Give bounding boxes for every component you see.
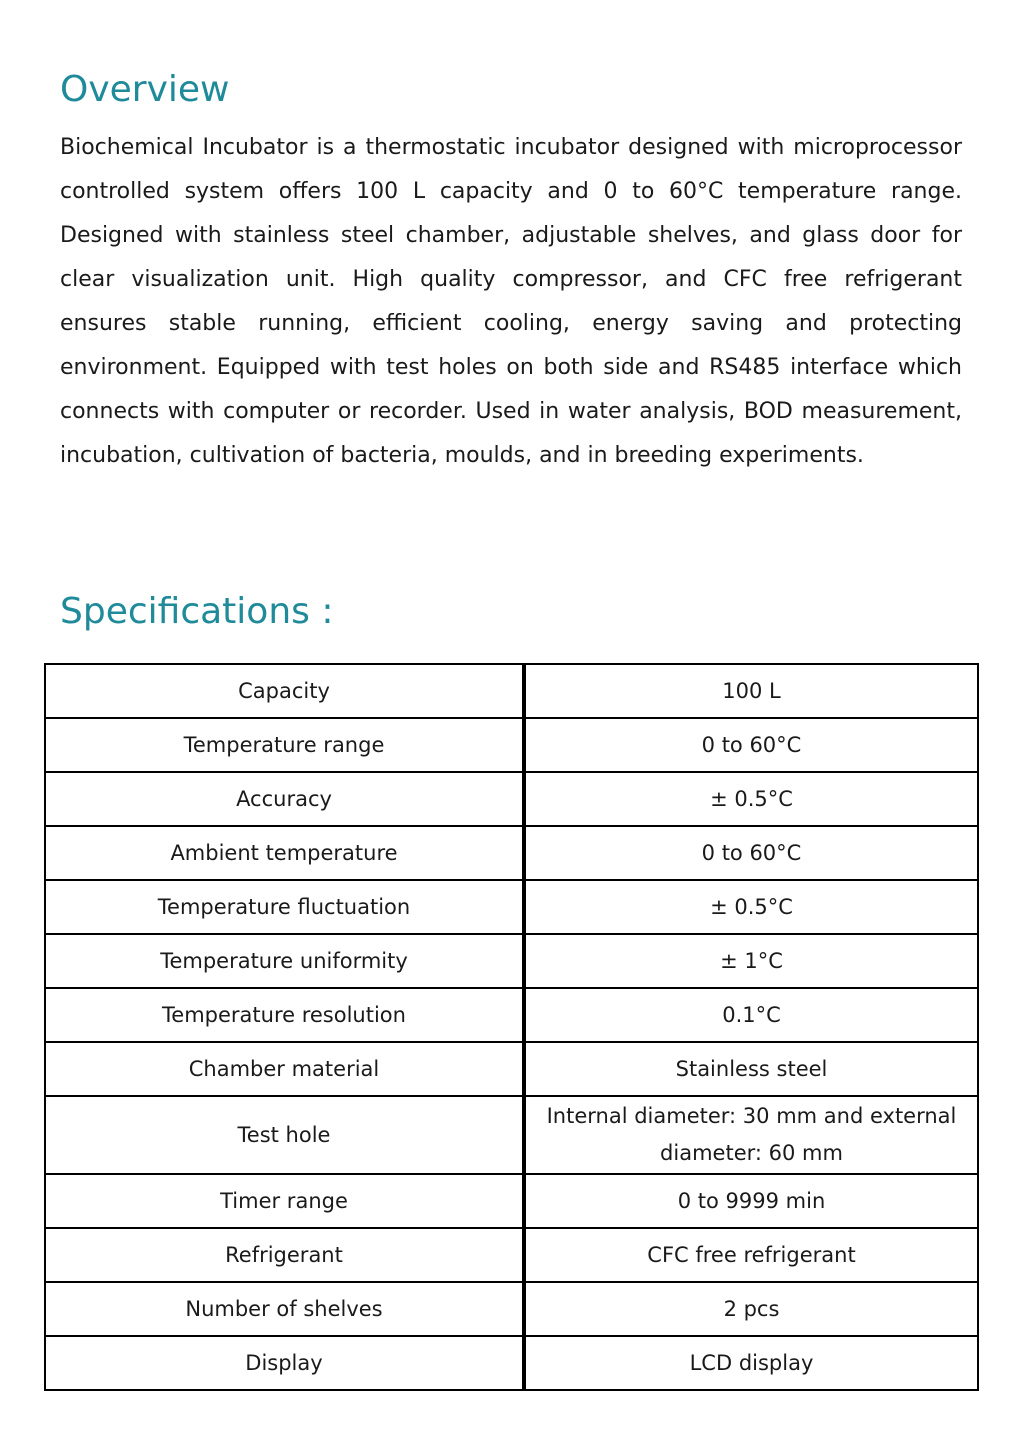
spec-value: ± 0.5°C	[524, 772, 978, 826]
spec-value: Stainless steel	[524, 1042, 978, 1096]
spec-label: Ambient temperature	[45, 826, 524, 880]
table-row	[45, 1042, 978, 1096]
table-row	[45, 1282, 978, 1336]
spec-label: Temperature uniformity	[45, 934, 524, 988]
table-row	[45, 988, 978, 1042]
spec-label: Accuracy	[45, 772, 524, 826]
table-row	[45, 880, 978, 934]
spec-value: 100 L	[524, 664, 978, 718]
spec-label: Temperature resolution	[45, 988, 524, 1042]
table-row	[45, 1336, 978, 1390]
overview-heading: Overview	[60, 69, 230, 110]
spec-value: 0 to 60°C	[524, 826, 978, 880]
table-row	[45, 1228, 978, 1282]
spec-value: Internal diameter: 30 mm and external diameter: 60 mm	[524, 1096, 978, 1174]
spec-label: Refrigerant	[45, 1228, 524, 1282]
specifications-table	[44, 663, 979, 1391]
spec-label: Temperature range	[45, 718, 524, 772]
spec-label: Chamber material	[45, 1042, 524, 1096]
spec-value: 0.1°C	[524, 988, 978, 1042]
table-row	[45, 772, 978, 826]
table-row	[45, 934, 978, 988]
spec-value: ± 1°C	[524, 934, 978, 988]
table-row	[45, 718, 978, 772]
spec-value: ± 0.5°C	[524, 880, 978, 934]
spec-value: LCD display	[524, 1336, 978, 1390]
table-row	[45, 1174, 978, 1228]
spec-value: CFC free refrigerant	[524, 1228, 978, 1282]
table-row	[45, 1096, 978, 1174]
spec-label: Capacity	[45, 664, 524, 718]
table-row	[45, 826, 978, 880]
spec-label: Number of shelves	[45, 1282, 524, 1336]
spec-label: Test hole	[45, 1096, 524, 1174]
spec-label: Timer range	[45, 1174, 524, 1228]
overview-paragraph: Biochemical Incubator is a thermostatic incubator designed with microprocessor controlled system offers 100 L capacity and 0 to 60°C temperature range. Designed with stainless steel chamber, adjustable shelves, and glass door for clear visualization unit. High quality compressor, and CFC free refrigerant ensures stable running, efficient cooling, energy saving and protecting environment. Equipped with test holes on both side and RS485 interface which connects with computer or recorder. Used in water analysis, BOD measurement, incubation, cultivation of bacteria, moulds, and in breeding experiments.	[60, 135, 962, 468]
spec-value: 0 to 9999 min	[524, 1174, 978, 1228]
spec-value: 0 to 60°C	[524, 718, 978, 772]
specifications-heading: Specifications :	[60, 591, 334, 632]
spec-label: Display	[45, 1336, 524, 1390]
spec-value: 2 pcs	[524, 1282, 978, 1336]
spec-label: Temperature fluctuation	[45, 880, 524, 934]
table-row	[45, 664, 978, 718]
